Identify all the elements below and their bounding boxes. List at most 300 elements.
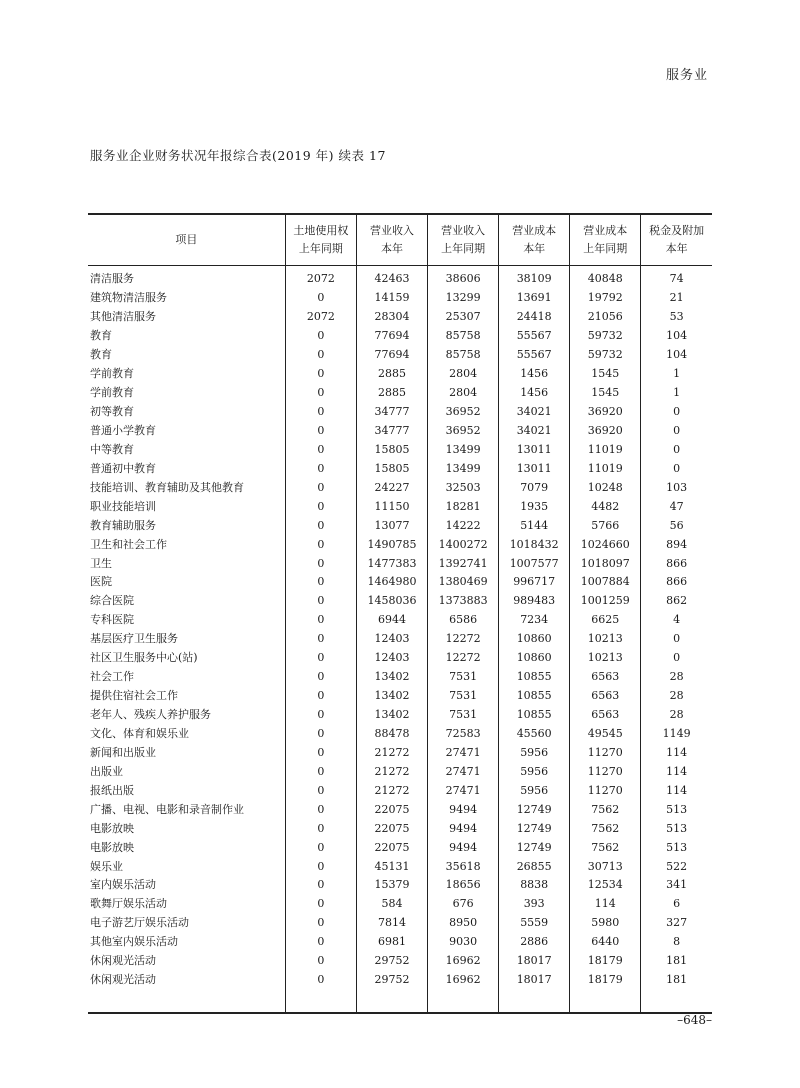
table-cell: 0 [285, 459, 356, 478]
table-cell: 10855 [499, 668, 570, 687]
row-label: 技能培训、教育辅助及其他教育 [90, 480, 244, 494]
table-cell: 11270 [570, 762, 641, 781]
table-cell: 866 [641, 554, 712, 573]
table-cell: 28304 [356, 308, 427, 327]
table-cell: 27471 [428, 743, 499, 762]
table-cell: 10213 [570, 649, 641, 668]
table-cell: 13402 [356, 687, 427, 706]
table-cell: 1400272 [428, 535, 499, 554]
table-cell: 1 [641, 365, 712, 384]
table-cell: 866 [641, 573, 712, 592]
table-cell: 32503 [428, 478, 499, 497]
table-cell: 42463 [356, 266, 427, 289]
table-cell: 1380469 [428, 573, 499, 592]
table-cell: 0 [285, 668, 356, 687]
table-cell: 1373883 [428, 592, 499, 611]
table-cell: 513 [641, 819, 712, 838]
table-cell: 55567 [499, 346, 570, 365]
column-header-line: 营业成本 [583, 224, 628, 237]
table-cell: 18179 [570, 952, 641, 971]
table-cell: 9494 [428, 838, 499, 857]
table-row [88, 800, 712, 819]
table-cell: 0 [641, 422, 712, 441]
table-cell: 1545 [570, 365, 641, 384]
table-cell: 0 [285, 838, 356, 857]
table-cell: 2885 [356, 365, 427, 384]
row-label: 教育 [90, 329, 112, 343]
table-cell: 22075 [356, 800, 427, 819]
table-cell: 34777 [356, 422, 427, 441]
table-cell: 18281 [428, 497, 499, 516]
table-row [88, 365, 712, 384]
table-row [88, 630, 712, 649]
table-cell: 181 [641, 971, 712, 1013]
table-cell: 1392741 [428, 554, 499, 573]
table-cell: 0 [285, 725, 356, 744]
table-cell: 11019 [570, 459, 641, 478]
table-cell: 1464980 [356, 573, 427, 592]
row-label: 休闲观光活动 [88, 971, 285, 1013]
table-cell: 59732 [570, 327, 641, 346]
column-header-line: 本年 [380, 242, 403, 255]
table-cell: 0 [285, 706, 356, 725]
table-cell: 45131 [356, 857, 427, 876]
table-cell: 72583 [428, 725, 499, 744]
table-cell: 114 [570, 895, 641, 914]
row-label: 文化、体育和娱乐业 [90, 726, 189, 740]
table-cell: 10213 [570, 630, 641, 649]
row-label: 电影放映 [90, 840, 134, 854]
table-cell: 10248 [570, 478, 641, 497]
column-header [285, 214, 356, 266]
table-cell: 1149 [641, 725, 712, 744]
table-cell: 30713 [570, 857, 641, 876]
table-cell: 9494 [428, 819, 499, 838]
column-header-line: 营业收入 [369, 224, 414, 237]
table-cell: 1490785 [356, 535, 427, 554]
table-cell: 12749 [499, 819, 570, 838]
table-cell: 45560 [499, 725, 570, 744]
table-cell: 12403 [356, 649, 427, 668]
table-cell: 0 [285, 819, 356, 838]
table-cell: 11270 [570, 743, 641, 762]
table-cell: 18017 [499, 971, 570, 1013]
table-row [88, 403, 712, 422]
table-row [88, 781, 712, 800]
table-cell: 22075 [356, 819, 427, 838]
table-cell: 36920 [570, 403, 641, 422]
table-body [88, 266, 712, 1013]
table-cell: 0 [285, 346, 356, 365]
table-cell: 5766 [570, 516, 641, 535]
table-cell: 10860 [499, 630, 570, 649]
table-title: 服务业企业财务状况年报综合表(2019 年) 续表 17 [90, 148, 386, 163]
table-cell: 0 [285, 876, 356, 895]
table-cell: 1456 [499, 384, 570, 403]
table-cell: 0 [285, 289, 356, 308]
table-cell: 6625 [570, 611, 641, 630]
table-cell: 9494 [428, 800, 499, 819]
table-cell: 7531 [428, 687, 499, 706]
table-cell: 18017 [499, 952, 570, 971]
table-cell: 7079 [499, 478, 570, 497]
table-cell: 2885 [356, 384, 427, 403]
row-label: 清洁服务 [90, 272, 134, 286]
table-cell: 8950 [428, 914, 499, 933]
table-row [88, 857, 712, 876]
table-cell: 12272 [428, 630, 499, 649]
table-cell: 27471 [428, 781, 499, 800]
table-cell: 0 [285, 516, 356, 535]
column-header-line: 土地使用权 [293, 224, 349, 237]
column-header-line: 项目 [175, 233, 198, 246]
table-row [88, 327, 712, 346]
table-cell: 6944 [356, 611, 427, 630]
row-label: 综合医院 [90, 594, 134, 608]
column-header-line: 税金及附加 [649, 224, 705, 237]
table-cell: 10860 [499, 649, 570, 668]
table-cell: 21 [641, 289, 712, 308]
table-cell: 27471 [428, 762, 499, 781]
row-label: 老年人、残疾人养护服务 [90, 708, 211, 722]
table-cell: 85758 [428, 346, 499, 365]
table-cell: 15805 [356, 459, 427, 478]
table-row [88, 535, 712, 554]
table-cell: 36952 [428, 422, 499, 441]
table-cell: 862 [641, 592, 712, 611]
table-cell: 13299 [428, 289, 499, 308]
table-row [88, 668, 712, 687]
table-cell: 0 [285, 611, 356, 630]
table-row [88, 266, 712, 289]
table-cell: 11270 [570, 781, 641, 800]
table-cell: 29752 [356, 971, 427, 1013]
table-cell: 11150 [356, 497, 427, 516]
table-cell: 16962 [428, 971, 499, 1013]
table-cell: 12272 [428, 649, 499, 668]
table-row [88, 289, 712, 308]
table-cell: 59732 [570, 346, 641, 365]
row-label: 电影放映 [90, 821, 134, 835]
table-cell: 36952 [428, 403, 499, 422]
table-cell: 34777 [356, 403, 427, 422]
table-cell: 1545 [570, 384, 641, 403]
table-cell: 522 [641, 857, 712, 876]
table-cell: 0 [641, 630, 712, 649]
row-label: 学前教育 [90, 386, 134, 400]
table-cell: 49545 [570, 725, 641, 744]
table-header [88, 214, 712, 266]
table-row [88, 762, 712, 781]
table-cell: 0 [285, 403, 356, 422]
table-cell: 12749 [499, 838, 570, 857]
table-cell: 7531 [428, 668, 499, 687]
table-cell: 1018432 [499, 535, 570, 554]
table-cell: 1007884 [570, 573, 641, 592]
table-cell: 1456 [499, 365, 570, 384]
table-cell: 35618 [428, 857, 499, 876]
table-cell: 0 [285, 781, 356, 800]
table-cell: 114 [641, 762, 712, 781]
row-label: 室内娱乐活动 [90, 878, 156, 892]
table-cell: 181 [641, 952, 712, 971]
table-row [88, 478, 712, 497]
table-cell: 77694 [356, 346, 427, 365]
table-row [88, 706, 712, 725]
table-cell: 18179 [570, 971, 641, 1013]
table-cell: 28 [641, 668, 712, 687]
table-cell: 114 [641, 781, 712, 800]
table-row [88, 592, 712, 611]
row-label: 建筑物清洁服务 [90, 291, 167, 305]
row-label: 普通初中教育 [90, 461, 156, 475]
table-cell: 34021 [499, 403, 570, 422]
table-row [88, 554, 712, 573]
table-cell: 40848 [570, 266, 641, 289]
row-label: 初等教育 [90, 405, 134, 419]
table-cell: 104 [641, 327, 712, 346]
table-cell: 7562 [570, 819, 641, 838]
row-label: 专科医院 [90, 613, 134, 627]
table-cell: 18656 [428, 876, 499, 895]
table-cell: 12403 [356, 630, 427, 649]
row-label: 广播、电视、电影和录音制作业 [90, 802, 244, 816]
row-label: 娱乐业 [90, 859, 123, 873]
table-cell: 7562 [570, 838, 641, 857]
table-cell: 513 [641, 838, 712, 857]
table-row [88, 497, 712, 516]
table-cell: 0 [285, 933, 356, 952]
table-cell: 74 [641, 266, 712, 289]
row-label: 提供住宿社会工作 [90, 689, 178, 703]
table-cell: 0 [641, 649, 712, 668]
table-row [88, 687, 712, 706]
table-cell: 9030 [428, 933, 499, 952]
table-cell: 5956 [499, 743, 570, 762]
table-cell: 5144 [499, 516, 570, 535]
column-header-line: 营业成本 [512, 224, 557, 237]
table-cell: 0 [285, 914, 356, 933]
table-cell: 28 [641, 687, 712, 706]
row-label: 电子游艺厅娱乐活动 [90, 916, 189, 930]
table-cell: 0 [285, 952, 356, 971]
table-cell: 55567 [499, 327, 570, 346]
table-cell: 0 [285, 743, 356, 762]
table-cell: 88478 [356, 725, 427, 744]
table-cell: 13691 [499, 289, 570, 308]
row-label: 社区卫生服务中心(站) [90, 651, 198, 665]
table-cell: 12534 [570, 876, 641, 895]
table-cell: 2072 [285, 266, 356, 289]
table-cell: 104 [641, 346, 712, 365]
table-row [88, 725, 712, 744]
table-cell: 2804 [428, 365, 499, 384]
row-label: 职业技能培训 [90, 499, 156, 513]
row-label: 学前教育 [90, 367, 134, 381]
row-label: 其他室内娱乐活动 [90, 935, 178, 949]
table-cell: 341 [641, 876, 712, 895]
row-label: 教育 [90, 348, 112, 362]
table-cell: 21272 [356, 762, 427, 781]
table-cell: 13011 [499, 440, 570, 459]
page-number: –648– [677, 1013, 712, 1027]
row-label: 新闻和出版业 [90, 745, 156, 759]
table-cell: 13011 [499, 459, 570, 478]
table-row [88, 346, 712, 365]
table-cell: 393 [499, 895, 570, 914]
column-header-line: 上年同期 [583, 242, 628, 255]
row-label: 基层医疗卫生服务 [90, 632, 178, 646]
table-cell: 5559 [499, 914, 570, 933]
table-row [88, 649, 712, 668]
table-cell: 6563 [570, 706, 641, 725]
table-row [88, 611, 712, 630]
table-cell: 0 [641, 459, 712, 478]
report-table [88, 213, 712, 1014]
table-row [88, 895, 712, 914]
table-cell: 7531 [428, 706, 499, 725]
row-label: 社会工作 [90, 670, 134, 684]
table-cell: 989483 [499, 592, 570, 611]
table-cell: 29752 [356, 952, 427, 971]
table-cell: 16962 [428, 952, 499, 971]
table-cell: 0 [285, 592, 356, 611]
table-cell: 0 [285, 384, 356, 403]
table-cell: 5956 [499, 781, 570, 800]
header-row [88, 214, 712, 266]
table-cell: 676 [428, 895, 499, 914]
column-header [570, 214, 641, 266]
table-cell: 13077 [356, 516, 427, 535]
table-cell: 36920 [570, 422, 641, 441]
table-row [88, 819, 712, 838]
table-cell: 5956 [499, 762, 570, 781]
table-cell: 0 [285, 554, 356, 573]
table-row [88, 422, 712, 441]
table-cell: 13499 [428, 459, 499, 478]
table-cell: 0 [285, 630, 356, 649]
table-cell: 6981 [356, 933, 427, 952]
table-cell: 4 [641, 611, 712, 630]
table-cell: 15379 [356, 876, 427, 895]
table-cell: 894 [641, 535, 712, 554]
table-cell: 0 [285, 649, 356, 668]
table-cell: 21272 [356, 781, 427, 800]
table-cell: 0 [285, 422, 356, 441]
table-cell: 1935 [499, 497, 570, 516]
row-label: 卫生和社会工作 [90, 537, 167, 551]
column-header-line: 上年同期 [298, 242, 343, 255]
table-cell: 0 [285, 971, 356, 1013]
table-cell: 34021 [499, 422, 570, 441]
table-cell: 0 [285, 762, 356, 781]
table-cell: 10855 [499, 706, 570, 725]
column-header [356, 214, 427, 266]
table-cell: 1477383 [356, 554, 427, 573]
table-row [88, 933, 712, 952]
table-cell: 5980 [570, 914, 641, 933]
column-header-line: 本年 [523, 242, 546, 255]
column-header [428, 214, 499, 266]
table-cell: 24418 [499, 308, 570, 327]
table-row [88, 459, 712, 478]
section-header: 服务业 [665, 68, 708, 83]
row-label: 医院 [90, 575, 112, 589]
table-cell: 1018097 [570, 554, 641, 573]
table-cell: 77694 [356, 327, 427, 346]
table-cell: 2886 [499, 933, 570, 952]
table-cell: 12749 [499, 800, 570, 819]
row-label: 歌舞厅娱乐活动 [90, 897, 167, 911]
row-label: 中等教育 [90, 442, 134, 456]
table-cell: 0 [285, 857, 356, 876]
table-cell: 13499 [428, 440, 499, 459]
table-cell: 0 [285, 800, 356, 819]
column-header [499, 214, 570, 266]
table-cell: 114 [641, 743, 712, 762]
table-row [88, 838, 712, 857]
table-row [88, 516, 712, 535]
table-row [88, 573, 712, 592]
table-cell: 38606 [428, 266, 499, 289]
row-label: 普通小学教育 [90, 423, 156, 437]
table-row [88, 971, 712, 1013]
row-label: 报纸出版 [90, 783, 134, 797]
table-cell: 14159 [356, 289, 427, 308]
table-cell: 1458036 [356, 592, 427, 611]
column-header-line: 本年 [665, 242, 688, 255]
table-cell: 0 [285, 327, 356, 346]
table-cell: 1 [641, 384, 712, 403]
table-cell: 0 [285, 478, 356, 497]
table-cell: 85758 [428, 327, 499, 346]
table-cell: 13402 [356, 668, 427, 687]
table-cell: 21056 [570, 308, 641, 327]
table-cell: 1001259 [570, 592, 641, 611]
table-row [88, 384, 712, 403]
table-cell: 21272 [356, 743, 427, 762]
table-cell: 22075 [356, 838, 427, 857]
table-cell: 1024660 [570, 535, 641, 554]
row-label: 卫生 [90, 556, 112, 570]
table-cell: 25307 [428, 308, 499, 327]
column-header-line: 营业收入 [441, 224, 486, 237]
table-row [88, 743, 712, 762]
table-cell: 0 [285, 687, 356, 706]
table-cell: 996717 [499, 573, 570, 592]
row-label: 休闲观光活动 [90, 954, 156, 968]
table-cell: 513 [641, 800, 712, 819]
table-cell: 10855 [499, 687, 570, 706]
table-cell: 0 [285, 365, 356, 384]
table-cell: 6563 [570, 668, 641, 687]
table-cell: 0 [641, 403, 712, 422]
table-cell: 2804 [428, 384, 499, 403]
table-cell: 7814 [356, 914, 427, 933]
table-cell: 13402 [356, 706, 427, 725]
table-cell: 7234 [499, 611, 570, 630]
column-header [641, 214, 712, 266]
table-cell: 103 [641, 478, 712, 497]
table-cell: 327 [641, 914, 712, 933]
table-cell: 0 [285, 440, 356, 459]
table-row [88, 308, 712, 327]
table-cell: 0 [285, 497, 356, 516]
table-cell: 1007577 [499, 554, 570, 573]
table-cell: 2072 [285, 308, 356, 327]
table-row [88, 440, 712, 459]
table-cell: 0 [641, 440, 712, 459]
